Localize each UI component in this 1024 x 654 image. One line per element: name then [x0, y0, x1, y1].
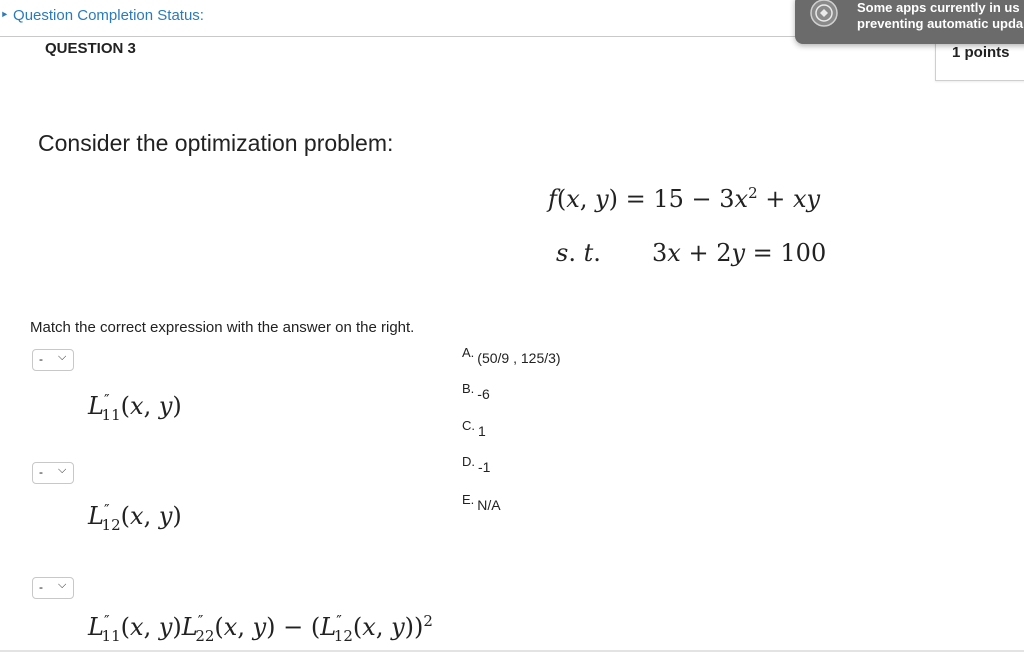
notification-line-2: preventing automatic upda — [857, 16, 1024, 31]
answer-text: 1 — [478, 423, 486, 439]
completion-status-toggle[interactable] — [0, 6, 204, 24]
answer-e — [462, 492, 501, 513]
chevron-down-icon: ⌵ — [58, 464, 67, 476]
expression-3: $L''_{11}(x$, $y)L''_{22}(x$, $y) - (L''_{12}(x$, y))$^2$ — [88, 612, 433, 645]
question-title: QUESTION 3 — [45, 40, 136, 57]
answer-letter: A. — [462, 345, 475, 360]
select-value: - — [39, 352, 43, 366]
match-select-1[interactable] — [32, 349, 74, 371]
points-label: 1 points — [952, 44, 1010, 61]
answer-letter: B. — [462, 381, 475, 396]
constraint-equation: 3x + 2y = 100 — [652, 239, 827, 267]
chevron-down-icon: ⌵ — [58, 579, 67, 591]
select-value: - — [39, 465, 43, 479]
question-intro: Consider the optimization problem: — [38, 130, 394, 156]
match-select-3[interactable] — [32, 577, 74, 599]
expression-1: $L''_{11}(x$, y) — [88, 391, 182, 424]
completion-status-label: Question Completion Status: — [13, 7, 204, 24]
constraint-label: s. t. — [556, 239, 601, 267]
apps-icon — [809, 0, 839, 28]
bottom-divider — [0, 650, 1024, 652]
expand-icon: ‣ — [0, 7, 9, 24]
answer-b — [462, 381, 490, 402]
answer-letter: E. — [462, 492, 475, 507]
match-instruction: Match the correct expression with the answer on the right. — [30, 319, 415, 336]
system-notification[interactable] — [795, 0, 1024, 44]
chevron-down-icon: ⌵ — [58, 351, 67, 363]
objective-function: f(x, $y) = 15 - 3x^2$ + xy — [548, 184, 821, 213]
answer-a — [462, 345, 561, 366]
answer-text: N/A — [477, 497, 501, 513]
expression-2: $L''_{12}(x$, y) — [88, 501, 182, 534]
select-value: - — [39, 580, 43, 594]
answer-c — [462, 418, 486, 439]
notification-line-1: Some apps currently in us — [857, 0, 1020, 15]
answer-text: (50/9 , 125/3) — [477, 350, 561, 366]
answer-text: -6 — [477, 386, 490, 402]
match-select-2[interactable] — [32, 462, 74, 484]
answer-letter: D. — [462, 454, 475, 469]
answer-text: -1 — [478, 459, 491, 475]
answer-d — [462, 454, 491, 475]
answer-letter: C. — [462, 418, 475, 433]
